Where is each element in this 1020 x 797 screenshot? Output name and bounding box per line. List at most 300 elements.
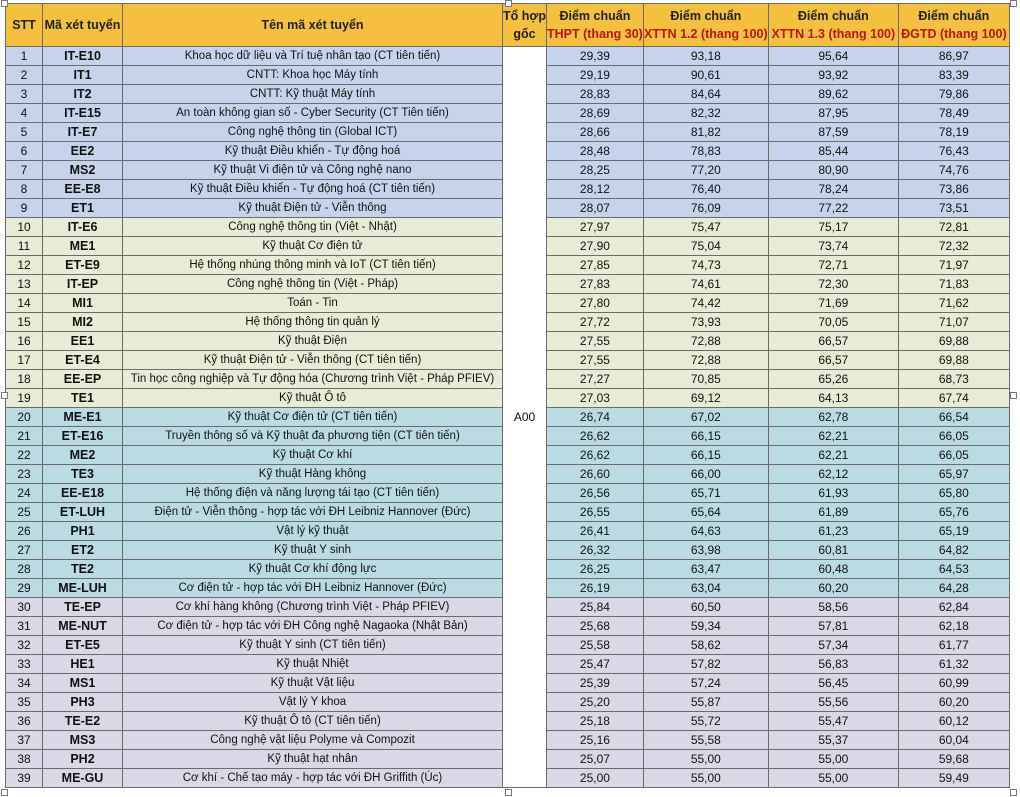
thpt-score-cell[interactable]: 25,07 <box>547 750 644 769</box>
xttn12-score-cell[interactable]: 69,12 <box>643 389 768 408</box>
thpt-score-cell[interactable]: 25,39 <box>547 674 644 693</box>
code-cell[interactable]: ME-NUT <box>43 617 123 636</box>
stt-cell[interactable]: 39 <box>6 769 43 788</box>
stt-cell[interactable]: 13 <box>6 275 43 294</box>
xttn12-score-cell[interactable]: 82,32 <box>643 104 768 123</box>
dgtd-score-cell[interactable]: 64,28 <box>898 579 1009 598</box>
xttn12-score-cell[interactable]: 63,47 <box>643 560 768 579</box>
xttn12-score-cell[interactable]: 57,24 <box>643 674 768 693</box>
name-cell[interactable]: Kỹ thuật Cơ điện tử (CT tiên tiến) <box>123 408 503 427</box>
code-cell[interactable]: EE-E8 <box>43 180 123 199</box>
dgtd-score-cell[interactable]: 78,49 <box>898 104 1009 123</box>
dgtd-score-cell[interactable]: 66,05 <box>898 446 1009 465</box>
code-cell[interactable]: ET-E9 <box>43 256 123 275</box>
xttn13-score-cell[interactable]: 87,95 <box>768 104 898 123</box>
xttn13-score-cell[interactable]: 95,64 <box>768 47 898 66</box>
stt-cell[interactable]: 3 <box>6 85 43 104</box>
xttn12-score-cell[interactable]: 63,98 <box>643 541 768 560</box>
thpt-score-cell[interactable]: 26,25 <box>547 560 644 579</box>
stt-cell[interactable]: 19 <box>6 389 43 408</box>
header-stt-label: STT <box>12 18 36 32</box>
resize-handle-top-middle[interactable] <box>505 0 512 7</box>
resize-handle-middle-left[interactable] <box>1 392 8 399</box>
xttn12-score-cell[interactable]: 72,88 <box>643 332 768 351</box>
dgtd-score-cell[interactable]: 65,80 <box>898 484 1009 503</box>
header-xttn12-line1: Điểm chuẩn <box>670 9 742 23</box>
dgtd-score-cell[interactable]: 65,76 <box>898 503 1009 522</box>
dgtd-score-cell[interactable]: 73,51 <box>898 199 1009 218</box>
code-cell[interactable]: MI2 <box>43 313 123 332</box>
xttn13-score-cell[interactable]: 55,00 <box>768 769 898 788</box>
xttn12-score-cell[interactable]: 58,62 <box>643 636 768 655</box>
name-cell[interactable]: Cơ điện tử - hợp tác với ĐH Công nghệ Nagaoka (Nhật Bản) <box>123 617 503 636</box>
code-cell[interactable]: IT-E7 <box>43 123 123 142</box>
thpt-score-cell[interactable]: 27,55 <box>547 351 644 370</box>
xttn12-score-cell[interactable]: 55,00 <box>643 769 768 788</box>
xttn13-score-cell[interactable]: 65,26 <box>768 370 898 389</box>
xttn12-score-cell[interactable]: 74,61 <box>643 275 768 294</box>
code-cell[interactable]: TE-E2 <box>43 712 123 731</box>
stt-cell[interactable]: 28 <box>6 560 43 579</box>
xttn13-score-cell[interactable]: 56,45 <box>768 674 898 693</box>
stt-cell[interactable]: 9 <box>6 199 43 218</box>
xttn13-score-cell[interactable]: 62,21 <box>768 427 898 446</box>
name-cell[interactable]: Hệ thống thông tin quản lý <box>123 313 503 332</box>
thpt-score-cell[interactable]: 26,41 <box>547 522 644 541</box>
resize-handle-top-right[interactable] <box>1010 0 1017 7</box>
xttn13-score-cell[interactable]: 55,00 <box>768 750 898 769</box>
xttn12-score-cell[interactable]: 74,42 <box>643 294 768 313</box>
name-cell[interactable]: Kỹ thuật Điều khiển - Tự động hoá (CT tiên tiến) <box>123 180 503 199</box>
thpt-score-cell[interactable]: 27,83 <box>547 275 644 294</box>
code-cell[interactable]: ET-E5 <box>43 636 123 655</box>
name-cell[interactable]: Khoa học dữ liệu và Trí tuệ nhân tạo (CT tiên tiến) <box>123 47 503 66</box>
thpt-score-cell[interactable]: 27,80 <box>547 294 644 313</box>
xttn13-score-cell[interactable]: 77,22 <box>768 199 898 218</box>
xttn12-score-cell[interactable]: 93,18 <box>643 47 768 66</box>
thpt-score-cell[interactable]: 26,55 <box>547 503 644 522</box>
code-cell[interactable]: ET-E16 <box>43 427 123 446</box>
dgtd-score-cell[interactable]: 61,77 <box>898 636 1009 655</box>
xttn12-score-cell[interactable]: 65,71 <box>643 484 768 503</box>
header-code-label: Mã xét tuyển <box>44 18 121 32</box>
xttn12-score-cell[interactable]: 63,04 <box>643 579 768 598</box>
dgtd-score-cell[interactable]: 74,76 <box>898 161 1009 180</box>
resize-handle-bottom-middle[interactable] <box>505 789 512 796</box>
dgtd-score-cell[interactable]: 71,97 <box>898 256 1009 275</box>
name-cell[interactable]: Kỹ thuật Điều khiển - Tự động hoá <box>123 142 503 161</box>
name-cell[interactable]: Công nghệ thông tin (Việt - Pháp) <box>123 275 503 294</box>
code-cell[interactable]: ET2 <box>43 541 123 560</box>
admission-scores-table <box>5 3 1010 788</box>
xttn13-score-cell[interactable]: 85,44 <box>768 142 898 161</box>
name-cell[interactable]: Toán - Tin <box>123 294 503 313</box>
thpt-score-cell[interactable]: 27,55 <box>547 332 644 351</box>
resize-handle-top-left[interactable] <box>1 0 8 7</box>
dgtd-score-cell[interactable]: 64,82 <box>898 541 1009 560</box>
code-cell[interactable]: EE2 <box>43 142 123 161</box>
thpt-score-cell[interactable]: 29,19 <box>547 66 644 85</box>
dgtd-score-cell[interactable]: 71,07 <box>898 313 1009 332</box>
name-cell[interactable]: Hệ thống nhúng thông minh và IoT (CT tiên tiến) <box>123 256 503 275</box>
code-cell[interactable]: ME1 <box>43 237 123 256</box>
thpt-score-cell[interactable]: 25,16 <box>547 731 644 750</box>
dgtd-score-cell[interactable]: 71,62 <box>898 294 1009 313</box>
xttn12-score-cell[interactable]: 66,00 <box>643 465 768 484</box>
header-dgtd[interactable] <box>898 4 1009 47</box>
code-cell[interactable]: MI1 <box>43 294 123 313</box>
stt-cell[interactable]: 23 <box>6 465 43 484</box>
header-xttn13[interactable] <box>768 4 898 47</box>
dgtd-score-cell[interactable]: 72,81 <box>898 218 1009 237</box>
thpt-score-cell[interactable]: 26,56 <box>547 484 644 503</box>
stt-cell[interactable]: 36 <box>6 712 43 731</box>
xttn13-score-cell[interactable]: 66,57 <box>768 351 898 370</box>
code-cell[interactable]: IT-E10 <box>43 47 123 66</box>
thpt-score-cell[interactable]: 25,84 <box>547 598 644 617</box>
stt-cell[interactable]: 11 <box>6 237 43 256</box>
xttn12-score-cell[interactable]: 60,50 <box>643 598 768 617</box>
xttn12-score-cell[interactable]: 84,64 <box>643 85 768 104</box>
code-cell[interactable]: MS1 <box>43 674 123 693</box>
name-cell[interactable]: An toàn không gian số - Cyber Security (CT Tiên tiến) <box>123 104 503 123</box>
dgtd-score-cell[interactable]: 86,97 <box>898 47 1009 66</box>
thpt-score-cell[interactable]: 26,60 <box>547 465 644 484</box>
header-code[interactable] <box>43 4 123 47</box>
dgtd-score-cell[interactable]: 69,88 <box>898 351 1009 370</box>
thpt-score-cell[interactable]: 28,12 <box>547 180 644 199</box>
xttn12-score-cell[interactable]: 74,73 <box>643 256 768 275</box>
thpt-score-cell[interactable]: 28,69 <box>547 104 644 123</box>
resize-handle-middle-right[interactable] <box>1010 392 1017 399</box>
stt-cell[interactable]: 22 <box>6 446 43 465</box>
xttn13-score-cell[interactable]: 57,34 <box>768 636 898 655</box>
thpt-score-cell[interactable]: 27,72 <box>547 313 644 332</box>
thpt-score-cell[interactable]: 27,27 <box>547 370 644 389</box>
dgtd-score-cell[interactable]: 60,99 <box>898 674 1009 693</box>
dgtd-score-cell[interactable]: 69,88 <box>898 332 1009 351</box>
code-cell[interactable]: IT-E15 <box>43 104 123 123</box>
code-cell[interactable]: IT-E6 <box>43 218 123 237</box>
xttn12-score-cell[interactable]: 57,82 <box>643 655 768 674</box>
xttn13-score-cell[interactable]: 60,48 <box>768 560 898 579</box>
xttn13-score-cell[interactable]: 55,56 <box>768 693 898 712</box>
name-cell[interactable]: Kỹ thuật Cơ khí động lực <box>123 560 503 579</box>
name-cell[interactable]: Kỹ thuật Ô tô <box>123 389 503 408</box>
xttn13-score-cell[interactable]: 73,74 <box>768 237 898 256</box>
stt-cell[interactable]: 33 <box>6 655 43 674</box>
code-cell[interactable]: EE1 <box>43 332 123 351</box>
code-cell[interactable]: ET-LUH <box>43 503 123 522</box>
xttn13-score-cell[interactable]: 71,69 <box>768 294 898 313</box>
name-cell[interactable]: Kỹ thuật Vật liệu <box>123 674 503 693</box>
stt-cell[interactable]: 8 <box>6 180 43 199</box>
dgtd-score-cell[interactable]: 76,43 <box>898 142 1009 161</box>
code-cell[interactable]: TE3 <box>43 465 123 484</box>
xttn13-score-cell[interactable]: 55,47 <box>768 712 898 731</box>
xttn12-score-cell[interactable]: 72,88 <box>643 351 768 370</box>
name-cell[interactable]: Kỹ thuật Y sinh (CT tiên tiến) <box>123 636 503 655</box>
xttn12-score-cell[interactable]: 65,64 <box>643 503 768 522</box>
stt-cell[interactable]: 35 <box>6 693 43 712</box>
name-cell[interactable]: Kỹ thuật hạt nhân <box>123 750 503 769</box>
header-combo[interactable] <box>503 4 547 47</box>
name-cell[interactable]: Công nghệ thông tin (Việt - Nhật) <box>123 218 503 237</box>
xttn13-score-cell[interactable]: 72,71 <box>768 256 898 275</box>
thpt-score-cell[interactable]: 26,32 <box>547 541 644 560</box>
name-cell[interactable]: Truyền thông số và Kỹ thuật đa phương tiện (CT tiên tiến) <box>123 427 503 446</box>
name-cell[interactable]: Cơ khí - Chế tạo máy - hợp tác với ĐH Griffith (Úc) <box>123 769 503 788</box>
dgtd-score-cell[interactable]: 79,86 <box>898 85 1009 104</box>
stt-cell[interactable]: 27 <box>6 541 43 560</box>
dgtd-score-cell[interactable]: 59,68 <box>898 750 1009 769</box>
code-cell[interactable]: EE-E18 <box>43 484 123 503</box>
dgtd-score-cell[interactable]: 62,18 <box>898 617 1009 636</box>
stt-cell[interactable]: 4 <box>6 104 43 123</box>
stt-cell[interactable]: 26 <box>6 522 43 541</box>
xttn13-score-cell[interactable]: 60,20 <box>768 579 898 598</box>
dgtd-score-cell[interactable]: 67,74 <box>898 389 1009 408</box>
code-cell[interactable]: ME-GU <box>43 769 123 788</box>
name-cell[interactable]: Cơ điện tử - hợp tác với ĐH Leibniz Hannover (Đức) <box>123 579 503 598</box>
stt-cell[interactable]: 21 <box>6 427 43 446</box>
code-cell[interactable]: TE1 <box>43 389 123 408</box>
xttn12-score-cell[interactable]: 75,47 <box>643 218 768 237</box>
thpt-score-cell[interactable]: 25,20 <box>547 693 644 712</box>
xttn13-score-cell[interactable]: 58,56 <box>768 598 898 617</box>
combo-cell[interactable]: A00 <box>503 47 547 788</box>
thpt-score-cell[interactable]: 26,74 <box>547 408 644 427</box>
code-cell[interactable]: PH1 <box>43 522 123 541</box>
stt-cell[interactable]: 15 <box>6 313 43 332</box>
name-cell[interactable]: Công nghệ thông tin (Global ICT) <box>123 123 503 142</box>
name-cell[interactable]: CNTT: Khoa học Máy tính <box>123 66 503 85</box>
resize-handle-bottom-right[interactable] <box>1010 789 1017 796</box>
name-cell[interactable]: Kỹ thuật Vi điện tử và Công nghệ nano <box>123 161 503 180</box>
stt-cell[interactable]: 10 <box>6 218 43 237</box>
xttn12-score-cell[interactable]: 78,83 <box>643 142 768 161</box>
code-cell[interactable]: IT2 <box>43 85 123 104</box>
stt-cell[interactable]: 20 <box>6 408 43 427</box>
xttn12-score-cell[interactable]: 66,15 <box>643 427 768 446</box>
header-thpt[interactable] <box>547 4 644 47</box>
name-cell[interactable]: Điện tử - Viễn thông - hợp tác với ĐH Leibniz Hannover (Đức) <box>123 503 503 522</box>
stt-cell[interactable]: 38 <box>6 750 43 769</box>
xttn12-score-cell[interactable]: 75,04 <box>643 237 768 256</box>
xttn13-score-cell[interactable]: 60,81 <box>768 541 898 560</box>
name-cell[interactable]: Kỹ thuật Cơ khí <box>123 446 503 465</box>
thpt-score-cell[interactable]: 28,07 <box>547 199 644 218</box>
stt-cell[interactable]: 34 <box>6 674 43 693</box>
dgtd-score-cell[interactable]: 60,12 <box>898 712 1009 731</box>
xttn13-score-cell[interactable]: 70,05 <box>768 313 898 332</box>
stt-cell[interactable]: 24 <box>6 484 43 503</box>
xttn12-score-cell[interactable]: 67,02 <box>643 408 768 427</box>
dgtd-score-cell[interactable]: 60,04 <box>898 731 1009 750</box>
xttn13-score-cell[interactable]: 57,81 <box>768 617 898 636</box>
xttn13-score-cell[interactable]: 66,57 <box>768 332 898 351</box>
code-cell[interactable]: MS3 <box>43 731 123 750</box>
code-cell[interactable]: ME-E1 <box>43 408 123 427</box>
xttn12-score-cell[interactable]: 81,82 <box>643 123 768 142</box>
xttn12-score-cell[interactable]: 70,85 <box>643 370 768 389</box>
thpt-score-cell[interactable]: 27,90 <box>547 237 644 256</box>
xttn13-score-cell[interactable]: 62,78 <box>768 408 898 427</box>
thpt-score-cell[interactable]: 27,85 <box>547 256 644 275</box>
stt-cell[interactable]: 1 <box>6 47 43 66</box>
stt-cell[interactable]: 6 <box>6 142 43 161</box>
dgtd-score-cell[interactable]: 65,97 <box>898 465 1009 484</box>
code-cell[interactable]: TE-EP <box>43 598 123 617</box>
header-row <box>6 4 1010 47</box>
dgtd-score-cell[interactable]: 71,83 <box>898 275 1009 294</box>
xttn13-score-cell[interactable]: 64,13 <box>768 389 898 408</box>
header-xttn12[interactable] <box>643 4 768 47</box>
thpt-score-cell[interactable]: 25,18 <box>547 712 644 731</box>
name-cell[interactable]: Tin học công nghiệp và Tự động hóa (Chương trình Việt - Pháp PFIEV) <box>123 370 503 389</box>
xttn13-score-cell[interactable]: 55,37 <box>768 731 898 750</box>
xttn12-score-cell[interactable]: 55,00 <box>643 750 768 769</box>
code-cell[interactable]: TE2 <box>43 560 123 579</box>
thpt-score-cell[interactable]: 28,83 <box>547 85 644 104</box>
stt-cell[interactable]: 30 <box>6 598 43 617</box>
code-cell[interactable]: EE-EP <box>43 370 123 389</box>
stt-cell[interactable]: 5 <box>6 123 43 142</box>
stt-cell[interactable]: 7 <box>6 161 43 180</box>
dgtd-score-cell[interactable]: 83,39 <box>898 66 1009 85</box>
thpt-score-cell[interactable]: 25,47 <box>547 655 644 674</box>
thpt-score-cell[interactable]: 26,19 <box>547 579 644 598</box>
xttn13-score-cell[interactable]: 61,23 <box>768 522 898 541</box>
thpt-score-cell[interactable]: 29,39 <box>547 47 644 66</box>
table-row <box>6 47 1010 66</box>
xttn13-score-cell[interactable]: 72,30 <box>768 275 898 294</box>
xttn12-score-cell[interactable]: 73,93 <box>643 313 768 332</box>
name-cell[interactable]: Kỹ thuật Điện <box>123 332 503 351</box>
xttn12-score-cell[interactable]: 64,63 <box>643 522 768 541</box>
xttn13-score-cell[interactable]: 93,92 <box>768 66 898 85</box>
name-cell[interactable]: Công nghệ vật liệu Polyme và Compozit <box>123 731 503 750</box>
name-cell[interactable]: Kỹ thuật Hàng không <box>123 465 503 484</box>
xttn13-score-cell[interactable]: 78,24 <box>768 180 898 199</box>
xttn13-score-cell[interactable]: 62,12 <box>768 465 898 484</box>
name-cell[interactable]: Kỹ thuật Cơ điện tử <box>123 237 503 256</box>
thpt-score-cell[interactable]: 28,25 <box>547 161 644 180</box>
xttn13-score-cell[interactable]: 62,21 <box>768 446 898 465</box>
thpt-score-cell[interactable]: 25,58 <box>547 636 644 655</box>
xttn12-score-cell[interactable]: 55,87 <box>643 693 768 712</box>
dgtd-score-cell[interactable]: 60,20 <box>898 693 1009 712</box>
dgtd-score-cell[interactable]: 64,53 <box>898 560 1009 579</box>
code-cell[interactable]: ME2 <box>43 446 123 465</box>
thpt-score-cell[interactable]: 26,62 <box>547 446 644 465</box>
dgtd-score-cell[interactable]: 78,19 <box>898 123 1009 142</box>
code-cell[interactable]: PH3 <box>43 693 123 712</box>
stt-cell[interactable]: 37 <box>6 731 43 750</box>
thpt-score-cell[interactable]: 25,68 <box>547 617 644 636</box>
thpt-score-cell[interactable]: 25,00 <box>547 769 644 788</box>
stt-cell[interactable]: 14 <box>6 294 43 313</box>
xttn12-score-cell[interactable]: 76,40 <box>643 180 768 199</box>
xttn13-score-cell[interactable]: 61,93 <box>768 484 898 503</box>
xttn12-score-cell[interactable]: 76,09 <box>643 199 768 218</box>
name-cell[interactable]: Cơ khí hàng không (Chương trình Việt - Pháp PFIEV) <box>123 598 503 617</box>
xttn12-score-cell[interactable]: 77,20 <box>643 161 768 180</box>
dgtd-score-cell[interactable]: 66,54 <box>898 408 1009 427</box>
xttn12-score-cell[interactable]: 90,61 <box>643 66 768 85</box>
stt-cell[interactable]: 16 <box>6 332 43 351</box>
stt-cell[interactable]: 31 <box>6 617 43 636</box>
stt-cell[interactable]: 18 <box>6 370 43 389</box>
xttn13-score-cell[interactable]: 56,83 <box>768 655 898 674</box>
code-cell[interactable]: IT-EP <box>43 275 123 294</box>
name-cell[interactable]: CNTT: Kỹ thuật Máy tính <box>123 85 503 104</box>
dgtd-score-cell[interactable]: 72,32 <box>898 237 1009 256</box>
dgtd-score-cell[interactable]: 68,73 <box>898 370 1009 389</box>
code-cell[interactable]: MS2 <box>43 161 123 180</box>
xttn13-score-cell[interactable]: 75,17 <box>768 218 898 237</box>
dgtd-score-cell[interactable]: 59,49 <box>898 769 1009 788</box>
resize-handle-bottom-left[interactable] <box>1 789 8 796</box>
name-cell[interactable]: Kỹ thuật Y sinh <box>123 541 503 560</box>
dgtd-score-cell[interactable]: 73,86 <box>898 180 1009 199</box>
xttn12-score-cell[interactable]: 66,15 <box>643 446 768 465</box>
stt-cell[interactable]: 29 <box>6 579 43 598</box>
table-body <box>6 47 1010 788</box>
header-stt[interactable] <box>6 4 43 47</box>
code-cell[interactable]: PH2 <box>43 750 123 769</box>
name-cell[interactable]: Kỹ thuật Điện tử - Viễn thông <box>123 199 503 218</box>
thpt-score-cell[interactable]: 26,62 <box>547 427 644 446</box>
name-cell[interactable]: Kỹ thuật Nhiệt <box>123 655 503 674</box>
name-cell[interactable]: Vật lý kỹ thuật <box>123 522 503 541</box>
header-xttn13-line1: Điểm chuẩn <box>797 9 869 23</box>
code-cell[interactable]: ET1 <box>43 199 123 218</box>
header-xttn13-line2: XTTN 1.3 (thang 100) <box>771 27 896 41</box>
stt-cell[interactable]: 17 <box>6 351 43 370</box>
header-name[interactable] <box>123 4 503 47</box>
xttn13-score-cell[interactable]: 80,90 <box>768 161 898 180</box>
header-dgtd-line2: ĐGTD (thang 100) <box>901 27 1007 41</box>
dgtd-score-cell[interactable]: 66,05 <box>898 427 1009 446</box>
xttn13-score-cell[interactable]: 89,62 <box>768 85 898 104</box>
thpt-score-cell[interactable]: 27,97 <box>547 218 644 237</box>
dgtd-score-cell[interactable]: 65,19 <box>898 522 1009 541</box>
dgtd-score-cell[interactable]: 62,84 <box>898 598 1009 617</box>
name-cell[interactable]: Hệ thống điện và năng lượng tái tạo (CT tiên tiến) <box>123 484 503 503</box>
xttn13-score-cell[interactable]: 61,89 <box>768 503 898 522</box>
code-cell[interactable]: HE1 <box>43 655 123 674</box>
stt-cell[interactable]: 32 <box>6 636 43 655</box>
thpt-score-cell[interactable]: 27,03 <box>547 389 644 408</box>
name-cell[interactable]: Kỹ thuật Ô tô (CT tiên tiến) <box>123 712 503 731</box>
stt-cell[interactable]: 25 <box>6 503 43 522</box>
xttn12-score-cell[interactable]: 55,72 <box>643 712 768 731</box>
name-cell[interactable]: Vật lý Y khoa <box>123 693 503 712</box>
stt-cell[interactable]: 2 <box>6 66 43 85</box>
xttn13-score-cell[interactable]: 87,59 <box>768 123 898 142</box>
xttn12-score-cell[interactable]: 55,58 <box>643 731 768 750</box>
stt-cell[interactable]: 12 <box>6 256 43 275</box>
code-cell[interactable]: IT1 <box>43 66 123 85</box>
code-cell[interactable]: ME-LUH <box>43 579 123 598</box>
xttn12-score-cell[interactable]: 59,34 <box>643 617 768 636</box>
thpt-score-cell[interactable]: 28,66 <box>547 123 644 142</box>
code-cell[interactable]: ET-E4 <box>43 351 123 370</box>
thpt-score-cell[interactable]: 28,48 <box>547 142 644 161</box>
name-cell[interactable]: Kỹ thuật Điện tử - Viễn thông (CT tiên tiến) <box>123 351 503 370</box>
dgtd-score-cell[interactable]: 61,32 <box>898 655 1009 674</box>
